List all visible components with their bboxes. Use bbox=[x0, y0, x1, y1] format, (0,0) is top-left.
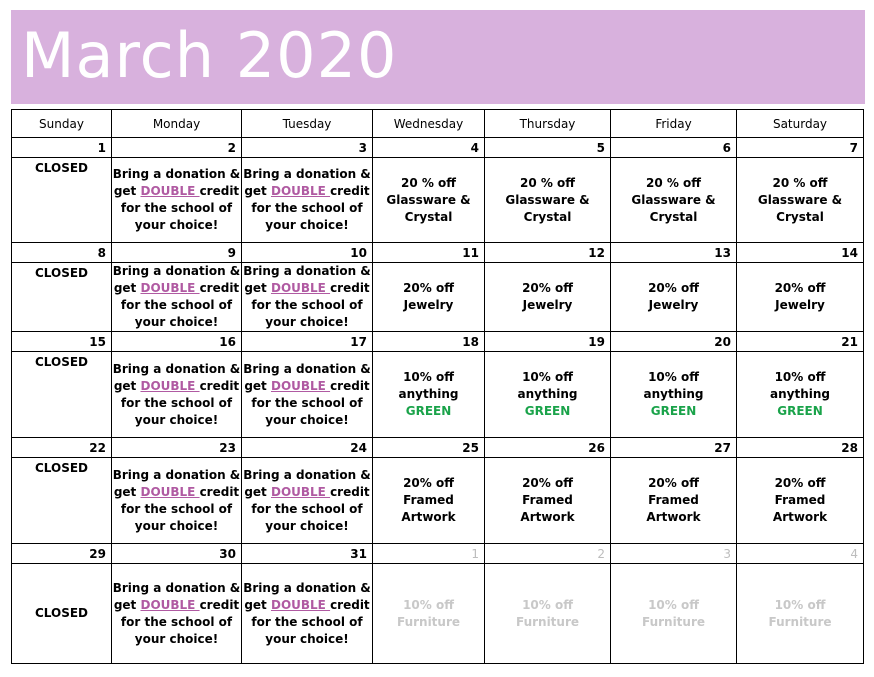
discount-line-3: GREEN bbox=[524, 404, 571, 418]
discount-promo-cell bbox=[737, 352, 864, 438]
donation-line-2 bbox=[242, 378, 372, 395]
discount-promo-cell bbox=[611, 158, 737, 243]
discount-line-1: 20% off bbox=[648, 281, 699, 295]
discount-line-2: Furniture bbox=[396, 614, 461, 629]
date-number: 8 bbox=[12, 243, 112, 263]
discount-line-1: 10% off bbox=[522, 597, 573, 612]
donation-line-2 bbox=[242, 484, 372, 501]
donation-line-2 bbox=[242, 183, 372, 200]
date-number: 11 bbox=[373, 243, 485, 263]
donation-get: get bbox=[113, 484, 141, 499]
donation-line-3: for the school of bbox=[251, 395, 363, 410]
discount-line-3: GREEN bbox=[405, 404, 452, 418]
date-number: 19 bbox=[485, 332, 611, 352]
discount-line-2: Jewelry bbox=[775, 298, 825, 312]
discount-line-1: 10% off bbox=[522, 370, 573, 384]
discount-line-3: Crystal bbox=[776, 209, 824, 224]
discount-promo-cell bbox=[611, 263, 737, 332]
double-highlight: DOUBLE bbox=[270, 184, 331, 198]
date-number: 29 bbox=[12, 544, 112, 564]
date-number: 3 bbox=[242, 138, 373, 158]
double-highlight: DOUBLE bbox=[270, 281, 331, 295]
discount-line-2: Framed bbox=[774, 493, 826, 507]
donation-get: get bbox=[113, 281, 141, 295]
date-number-row bbox=[12, 332, 864, 352]
discount-line-1: 20% off bbox=[522, 476, 573, 490]
discount-promo-cell bbox=[737, 458, 864, 544]
date-number: 31 bbox=[242, 544, 373, 564]
donation-line-1: Bring a donation & bbox=[243, 167, 371, 181]
date-number: 28 bbox=[737, 438, 864, 458]
discount-promo-cell bbox=[373, 352, 485, 438]
date-number: 26 bbox=[485, 438, 611, 458]
donation-promo-cell bbox=[112, 158, 242, 243]
donation-promo-cell bbox=[112, 263, 242, 332]
donation-get: get bbox=[113, 597, 141, 612]
closed-label: CLOSED bbox=[34, 606, 89, 620]
double-highlight: DOUBLE bbox=[270, 484, 331, 499]
donation-credit: credit bbox=[199, 597, 240, 612]
closed-cell bbox=[12, 158, 112, 243]
discount-promo-cell bbox=[373, 564, 485, 664]
title-banner bbox=[11, 10, 865, 104]
donation-line-4: your choice! bbox=[134, 518, 219, 533]
discount-promo-cell bbox=[737, 564, 864, 664]
donation-promo-cell bbox=[112, 352, 242, 438]
closed-cell bbox=[12, 352, 112, 438]
discount-line-1: 20 % off bbox=[519, 175, 576, 190]
discount-line-2: Furniture bbox=[641, 614, 706, 629]
weekday-monday: Monday bbox=[112, 110, 242, 138]
date-number: 4 bbox=[373, 138, 485, 158]
weekday-saturday: Saturday bbox=[737, 110, 864, 138]
date-number: 1 bbox=[373, 544, 485, 564]
date-number: 9 bbox=[112, 243, 242, 263]
donation-line-3: for the school of bbox=[251, 501, 363, 516]
donation-credit: credit bbox=[199, 184, 240, 198]
discount-line-2: Jewelry bbox=[403, 298, 454, 312]
discount-line-1: 20 % off bbox=[772, 175, 828, 190]
weekday-sunday: Sunday bbox=[12, 110, 112, 138]
discount-line-2: Framed bbox=[403, 493, 454, 507]
date-number: 23 bbox=[112, 438, 242, 458]
donation-promo-cell bbox=[242, 263, 373, 332]
donation-line-2 bbox=[112, 597, 241, 614]
discount-line-3: Artwork bbox=[646, 510, 701, 524]
discount-promo-cell bbox=[485, 352, 611, 438]
donation-line-1: Bring a donation & bbox=[112, 167, 241, 181]
date-number: 30 bbox=[112, 544, 242, 564]
double-highlight: DOUBLE bbox=[140, 281, 200, 295]
date-number: 18 bbox=[373, 332, 485, 352]
discount-promo-cell bbox=[611, 564, 737, 664]
donation-promo-cell bbox=[242, 158, 373, 243]
donation-line-2 bbox=[112, 280, 241, 297]
donation-line-4: your choice! bbox=[265, 315, 349, 329]
donation-line-3: for the school of bbox=[251, 201, 363, 215]
donation-line-3: for the school of bbox=[251, 298, 363, 312]
discount-line-2: Glassware & bbox=[757, 192, 843, 207]
donation-line-4: your choice! bbox=[134, 412, 219, 427]
donation-line-4: your choice! bbox=[134, 631, 219, 646]
discount-line-3: Artwork bbox=[401, 510, 456, 524]
discount-line-1: 20% off bbox=[774, 476, 826, 490]
donation-credit: credit bbox=[330, 378, 370, 393]
discount-line-1: 20% off bbox=[403, 281, 454, 295]
donation-credit: credit bbox=[330, 281, 370, 295]
donation-get: get bbox=[113, 184, 141, 198]
date-number: 7 bbox=[737, 138, 864, 158]
discount-line-2: Furniture bbox=[515, 614, 580, 629]
discount-promo-cell bbox=[737, 158, 864, 243]
discount-line-2: Jewelry bbox=[648, 298, 699, 312]
discount-line-2: Framed bbox=[522, 493, 573, 507]
donation-line-1: Bring a donation & bbox=[112, 580, 241, 595]
donation-get: get bbox=[244, 281, 271, 295]
date-number: 25 bbox=[373, 438, 485, 458]
discount-line-1: 10% off bbox=[774, 597, 826, 612]
closed-label: CLOSED bbox=[34, 266, 89, 280]
weekday-header-row bbox=[12, 110, 864, 138]
donation-line-2 bbox=[112, 378, 241, 395]
date-number: 20 bbox=[611, 332, 737, 352]
discount-line-2: Glassware & bbox=[386, 192, 471, 207]
donation-credit: credit bbox=[199, 281, 240, 295]
discount-promo-cell bbox=[485, 564, 611, 664]
weekday-thursday: Thursday bbox=[485, 110, 611, 138]
discount-line-3: Crystal bbox=[523, 209, 572, 224]
discount-line-3: Artwork bbox=[772, 510, 828, 524]
donation-line-1: Bring a donation & bbox=[243, 361, 371, 376]
discount-promo-cell bbox=[611, 352, 737, 438]
date-number-row bbox=[12, 138, 864, 158]
donation-line-2 bbox=[242, 280, 372, 297]
weekday-friday: Friday bbox=[611, 110, 737, 138]
discount-promo-cell bbox=[611, 458, 737, 544]
discount-line-3: GREEN bbox=[650, 404, 697, 418]
discount-line-3: Crystal bbox=[649, 209, 698, 224]
weekday-tuesday: Tuesday bbox=[242, 110, 373, 138]
discount-line-1: 20 % off bbox=[400, 175, 457, 190]
discount-promo-cell bbox=[737, 263, 864, 332]
discount-promo-cell bbox=[485, 458, 611, 544]
donation-line-4: your choice! bbox=[134, 315, 219, 329]
date-number: 24 bbox=[242, 438, 373, 458]
closed-label: CLOSED bbox=[34, 161, 89, 175]
event-row bbox=[12, 564, 864, 664]
donation-line-3: for the school of bbox=[120, 501, 233, 516]
discount-line-3: GREEN bbox=[777, 404, 823, 418]
date-number: 27 bbox=[611, 438, 737, 458]
date-number: 6 bbox=[611, 138, 737, 158]
event-row bbox=[12, 158, 864, 243]
donation-get: get bbox=[244, 484, 271, 499]
donation-line-3: for the school of bbox=[120, 298, 233, 312]
donation-line-4: your choice! bbox=[265, 631, 349, 646]
discount-line-2: Jewelry bbox=[522, 298, 573, 312]
discount-line-1: 20% off bbox=[522, 281, 573, 295]
donation-credit: credit bbox=[330, 484, 370, 499]
donation-promo-cell bbox=[242, 352, 373, 438]
donation-promo-cell bbox=[112, 458, 242, 544]
donation-line-2 bbox=[112, 183, 241, 200]
discount-line-1: 20 % off bbox=[645, 175, 702, 190]
donation-promo-cell bbox=[242, 458, 373, 544]
donation-line-1: Bring a donation & bbox=[243, 264, 371, 278]
discount-line-1: 10% off bbox=[403, 597, 454, 612]
closed-cell bbox=[12, 564, 112, 664]
closed-label: CLOSED bbox=[34, 355, 89, 369]
donation-get: get bbox=[244, 597, 271, 612]
discount-line-1: 10% off bbox=[774, 370, 826, 384]
event-row bbox=[12, 352, 864, 438]
donation-credit: credit bbox=[330, 597, 370, 612]
event-row bbox=[12, 263, 864, 332]
donation-line-4: your choice! bbox=[265, 412, 349, 427]
discount-line-2: anything bbox=[770, 387, 830, 401]
date-number: 2 bbox=[112, 138, 242, 158]
discount-line-2: anything bbox=[517, 387, 578, 401]
date-number: 14 bbox=[737, 243, 864, 263]
closed-cell bbox=[12, 458, 112, 544]
donation-line-1: Bring a donation & bbox=[243, 467, 371, 482]
donation-line-4: your choice! bbox=[265, 218, 349, 232]
calendar-grid bbox=[11, 109, 864, 664]
donation-get: get bbox=[244, 378, 271, 393]
donation-line-4: your choice! bbox=[265, 518, 349, 533]
date-number: 5 bbox=[485, 138, 611, 158]
donation-line-2 bbox=[112, 484, 241, 501]
discount-promo-cell bbox=[485, 263, 611, 332]
donation-line-3: for the school of bbox=[120, 395, 233, 410]
date-number-row bbox=[12, 438, 864, 458]
discount-line-1: 10% off bbox=[403, 370, 454, 384]
discount-promo-cell bbox=[373, 158, 485, 243]
discount-promo-cell bbox=[485, 158, 611, 243]
date-number: 13 bbox=[611, 243, 737, 263]
discount-line-2: Glassware & bbox=[505, 192, 590, 207]
discount-line-1: 20% off bbox=[774, 281, 826, 295]
date-number: 12 bbox=[485, 243, 611, 263]
donation-line-1: Bring a donation & bbox=[112, 361, 241, 376]
discount-promo-cell bbox=[373, 458, 485, 544]
donation-line-1: Bring a donation & bbox=[243, 580, 371, 595]
discount-line-2: anything bbox=[398, 387, 459, 401]
donation-line-3: for the school of bbox=[120, 201, 233, 215]
discount-line-1: 10% off bbox=[648, 370, 699, 384]
closed-label: CLOSED bbox=[34, 461, 89, 475]
donation-credit: credit bbox=[199, 378, 240, 393]
discount-line-1: 20% off bbox=[648, 476, 699, 490]
donation-credit: credit bbox=[199, 484, 240, 499]
discount-line-1: 20% off bbox=[403, 476, 454, 490]
double-highlight: DOUBLE bbox=[140, 484, 200, 499]
discount-line-1: 10% off bbox=[648, 597, 699, 612]
date-number: 10 bbox=[242, 243, 373, 263]
double-highlight: DOUBLE bbox=[270, 597, 331, 612]
donation-credit: credit bbox=[330, 184, 370, 198]
donation-line-3: for the school of bbox=[120, 614, 233, 629]
discount-line-2: anything bbox=[643, 387, 704, 401]
discount-line-3: Artwork bbox=[520, 510, 575, 524]
double-highlight: DOUBLE bbox=[270, 378, 331, 393]
weekday-wednesday: Wednesday bbox=[373, 110, 485, 138]
donation-line-1: Bring a donation & bbox=[112, 467, 241, 482]
donation-line-4: your choice! bbox=[134, 218, 219, 232]
discount-line-2: Framed bbox=[648, 493, 699, 507]
date-number-row bbox=[12, 243, 864, 263]
page-title: March 2020 bbox=[21, 19, 398, 92]
discount-line-3: Crystal bbox=[404, 209, 453, 224]
date-number: 22 bbox=[12, 438, 112, 458]
date-number: 15 bbox=[12, 332, 112, 352]
donation-promo-cell bbox=[242, 564, 373, 664]
date-number: 21 bbox=[737, 332, 864, 352]
donation-line-2 bbox=[242, 597, 372, 614]
discount-line-2: Glassware & bbox=[631, 192, 716, 207]
date-number: 4 bbox=[737, 544, 864, 564]
donation-line-1: Bring a donation & bbox=[112, 264, 241, 278]
double-highlight: DOUBLE bbox=[140, 597, 200, 612]
date-number: 1 bbox=[12, 138, 112, 158]
discount-line-2: Furniture bbox=[768, 614, 832, 629]
event-row bbox=[12, 458, 864, 544]
date-number-row bbox=[12, 544, 864, 564]
donation-line-3: for the school of bbox=[251, 614, 363, 629]
donation-promo-cell bbox=[112, 564, 242, 664]
discount-promo-cell bbox=[373, 263, 485, 332]
date-number: 3 bbox=[611, 544, 737, 564]
date-number: 2 bbox=[485, 544, 611, 564]
donation-get: get bbox=[244, 184, 271, 198]
date-number: 17 bbox=[242, 332, 373, 352]
double-highlight: DOUBLE bbox=[140, 378, 200, 393]
date-number: 16 bbox=[112, 332, 242, 352]
closed-cell bbox=[12, 263, 112, 332]
donation-get: get bbox=[113, 378, 141, 393]
double-highlight: DOUBLE bbox=[140, 184, 200, 198]
